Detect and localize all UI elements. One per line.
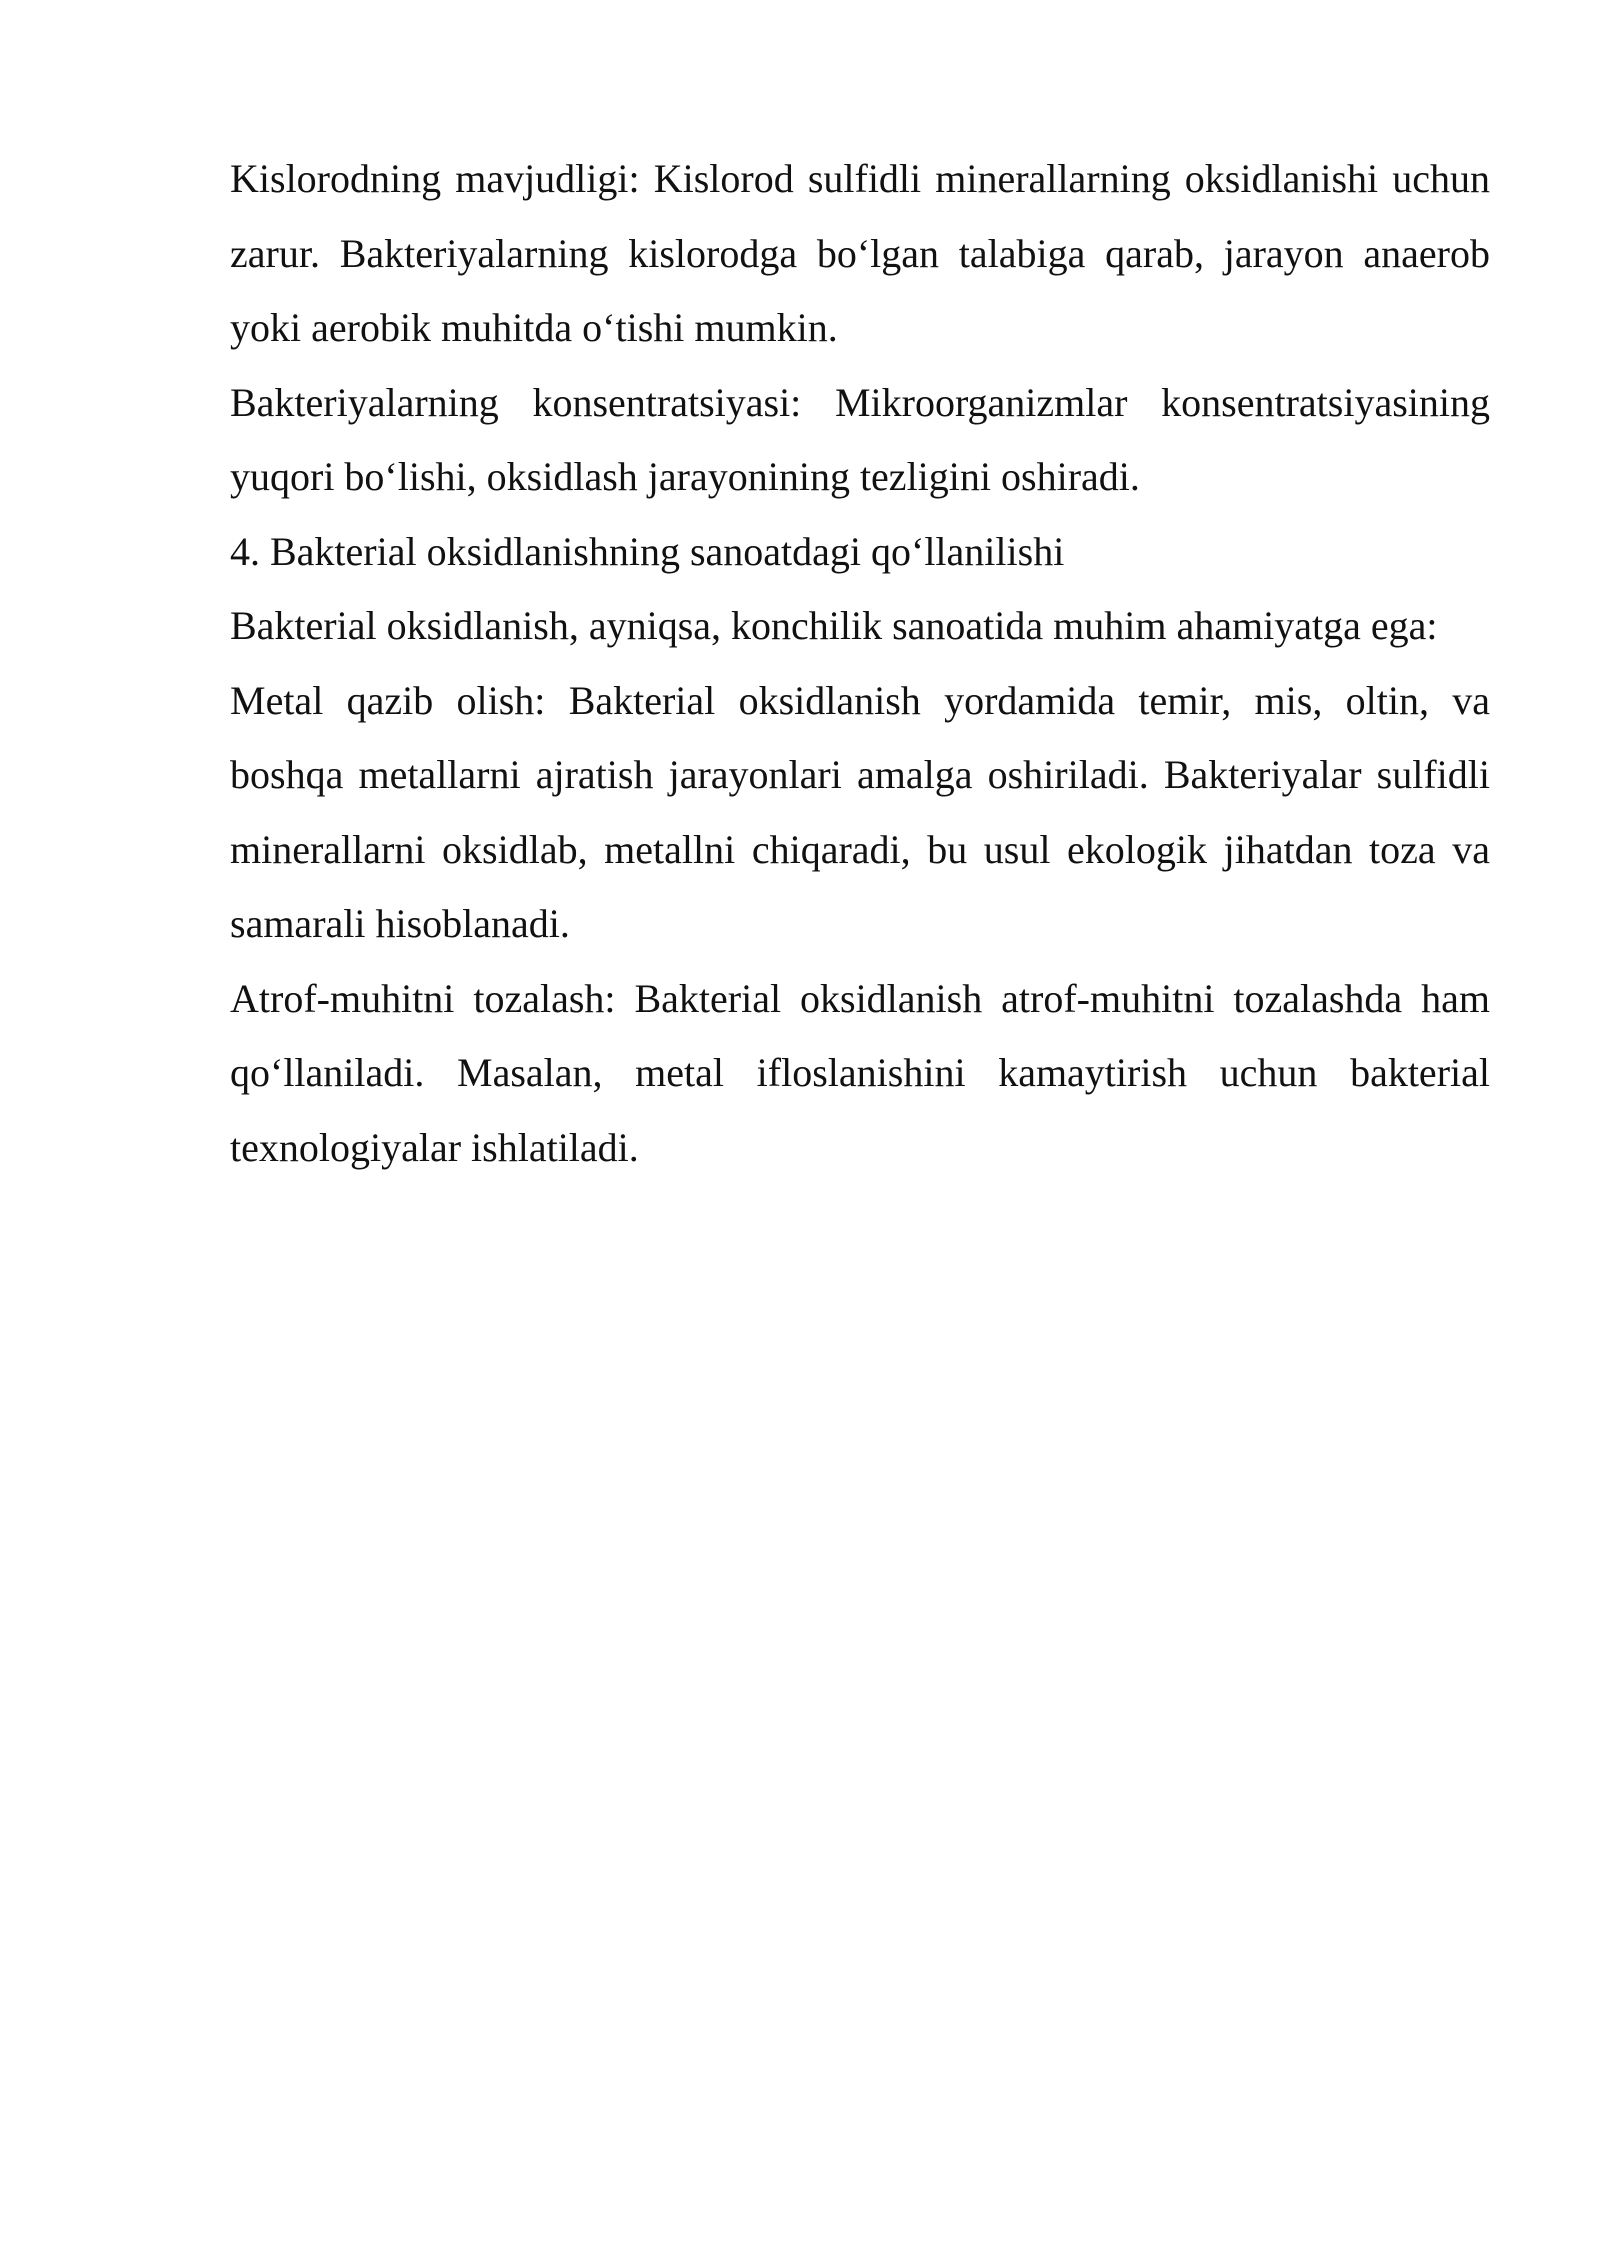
paragraph-metal-extraction: Metal qazib olish: Bakterial oksidlanish yordamida temir, mis, oltin, va boshqa metallarni ajratish jarayonlari amalga oshiriladi. Bakteriyalar sulfidli minerallarni oksidlab, metallni chiqaradi, bu usul ekologik jihatdan toza va samarali hisoblanadi. — [230, 677, 1490, 946]
paragraph-environment-cleaning: Atrof-muhitni tozalash: Bakterial oksidlanish atrof-muhitni tozalashda ham qo‘llaniladi. Masalan, metal ifloslanishini kamaytirish uchun bakterial texnologiyalar ishlatiladi. — [230, 975, 1490, 1170]
paragraph-bacteria-concentration: Bakteriyalarning konsentratsiyasi: Mikroorganizmlar konsentratsiyasining yuqori bo‘lishi, oksidlash jarayonining tezligini oshiradi. — [230, 379, 1490, 499]
paragraph-oxygen-presence: Kislorodning mavjudligi: Kislorod sulfidli minerallarning oksidlanishi uchun zarur. Bakteriyalarning kislorodga bo‘lgan talabiga qarab, jarayon anaerob yoki aerobik muhitda o‘tishi mumkin. — [230, 156, 1490, 350]
document-body — [230, 142, 1490, 1185]
paragraph-mining-intro: Bakterial oksidlanish, ayniqsa, konchilik sanoatida muhim ahamiyatga ega: — [230, 603, 1438, 648]
section-heading: 4. Bakterial oksidlanishning sanoatdagi qo‘llanilishi — [230, 528, 1065, 574]
